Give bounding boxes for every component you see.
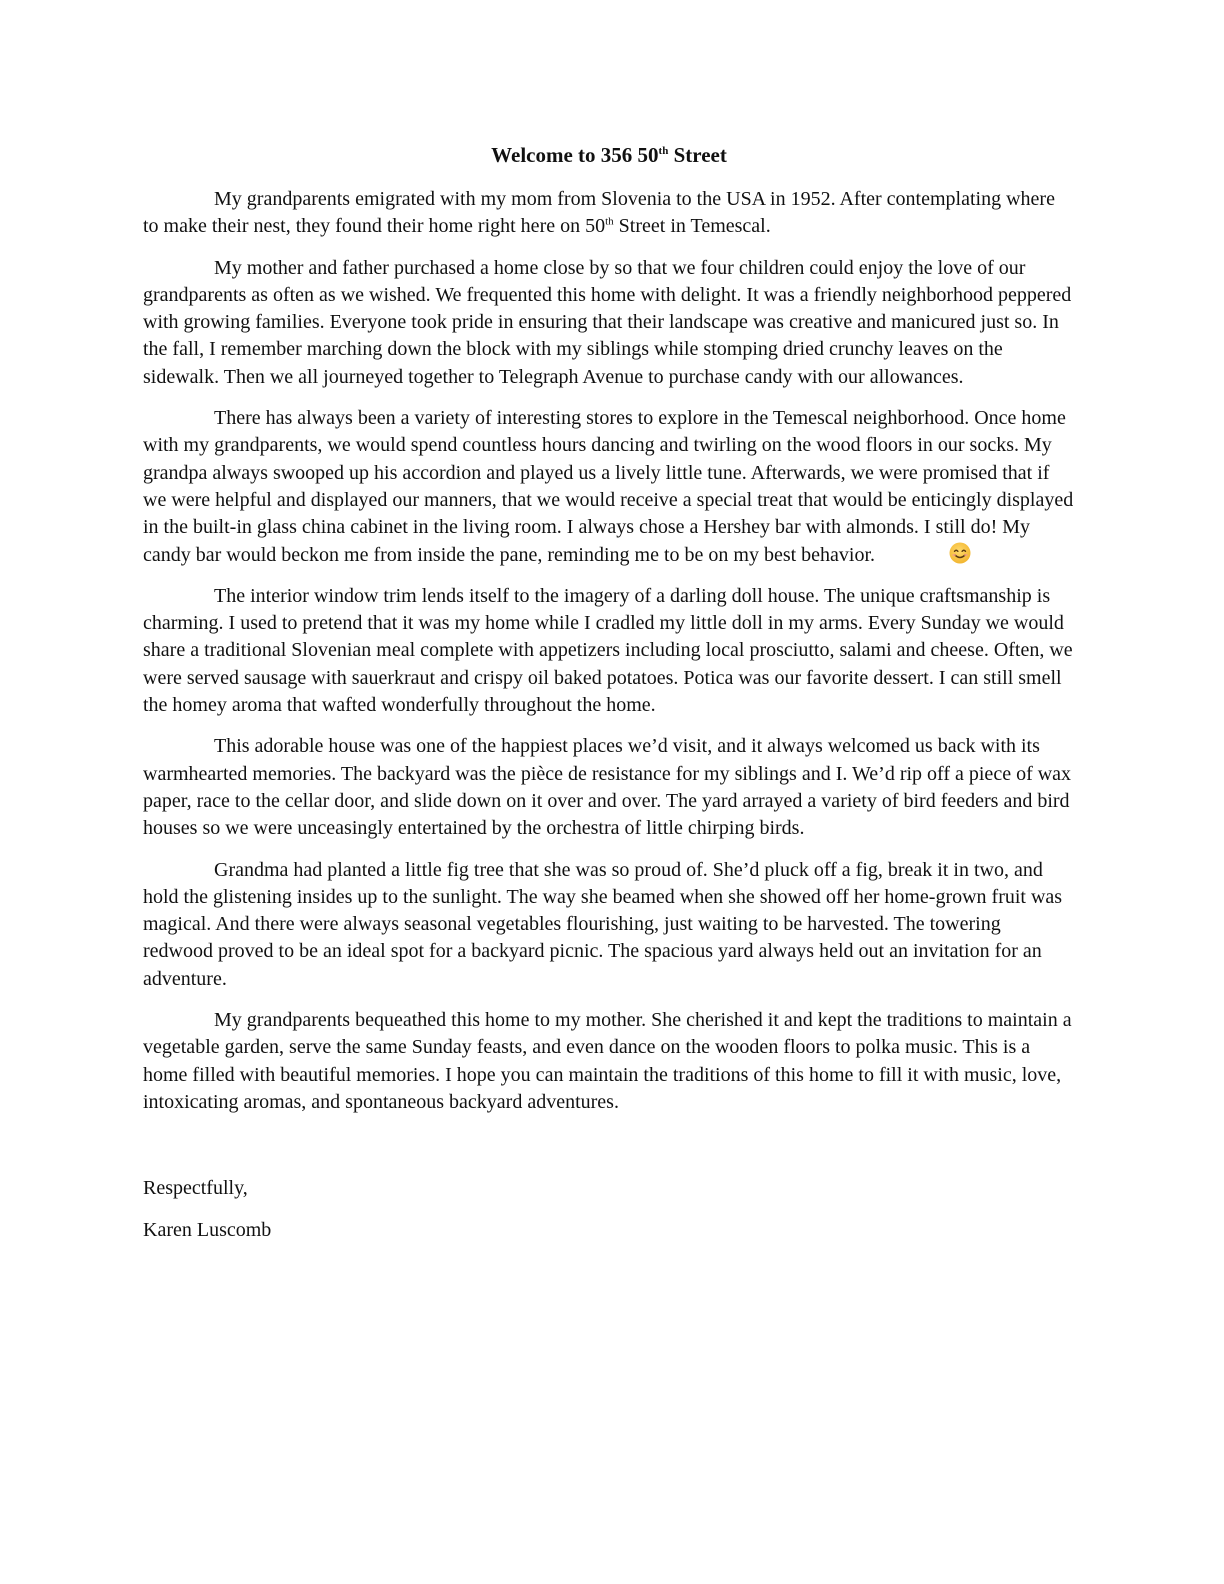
- paragraph-3-text: There has always been a variety of interesting stores to explore in the Temescal neighborhood. Once home with my grandparents, we would spend countless hours dancing and twirling on the wood floors in our socks. My grandpa always swooped up his accordion and played us a lively little tune. Afterwards, we were promised that if we were helpful and displayed our manners, that we would receive a special treat that would be enticingly displayed in the built-in glass china cabinet in the living room. I always chose a Hershey bar with almonds. I still do! My candy bar would beckon me from inside the pane, reminding me to be on my best behavior.: [143, 407, 1074, 566]
- paragraph-7: My grandparents bequeathed this home to my mother. She cherished it and kept the traditions to maintain a vegetable garden, serve the same Sunday feasts, and even dance on the wooden floors to polka music. This is a home filled with beautiful memories. I hope you can maintain the traditions of this home to fill it with music, love, intoxicating aromas, and spontaneous backyard adventures.: [143, 1009, 1072, 1113]
- paragraph-3: [143, 405, 1075, 569]
- title-prefix: Welcome to 356 50: [491, 143, 659, 167]
- letter-page: [143, 140, 1075, 1244]
- paragraph-1-before: My grandparents emigrated with my mom from Slovenia to the USA in 1952. After contemplating where to make their nest, they found their home right here on 50: [143, 188, 1055, 238]
- signature-name: Karen Luscomb: [143, 1219, 272, 1242]
- title-ordinal-suffix: th: [658, 145, 669, 157]
- paragraph-4: The interior window trim lends itself to the imagery of a darling doll house. The unique craftsmanship is charming. I used to pretend that it was my home while I cradled my little doll in my arms. Every Sunday we would share a traditional Slovenian meal complete with appetizers including local prosciutto, salami and cheese. Often, we were served sausage with sauerkraut and crispy oil baked potatoes. Potica was our favorite dessert. I can still smell the homey aroma that wafted wonderfully throughout the home.: [143, 584, 1073, 717]
- title-suffix: Street: [668, 143, 727, 167]
- smiling-face-icon: [878, 542, 900, 564]
- paragraph-6: Grandma had planted a little fig tree that she was so proud of. She’d pluck off a fig, break it in two, and hold the glistening insides up to the sunlight. The way she beamed when she showed off her home-grown fruit was magical. And there were always seasonal vegetables flourishing, just waiting to be harvested. The towering redwood proved to be an ideal spot for a backyard picnic. The spacious yard always held out an invitation for an adventure.: [143, 858, 1063, 990]
- paragraph-1: [143, 186, 1075, 241]
- closing-salutation: Respectfully,: [143, 1177, 248, 1200]
- paragraph-2: My mother and father purchased a home close by so that we four children could enjoy the love of our grandparents as often as we wished. We frequented this home with delight. It was a friendly neighborhood peppered with growing families. Everyone took pride in ensuring that their landscape was creative and manicured just so. In the fall, I remember marching down the block with my siblings while stomping dried crunchy leaves on the sidewalk. Then we all journeyed together to Telegraph Avenue to purchase candy with our allowances.: [143, 256, 1072, 388]
- paragraph-1-after: Street in Temescal.: [613, 215, 771, 238]
- letter-title: [143, 140, 1075, 170]
- paragraph-1-ordinal-suffix: th: [605, 215, 614, 228]
- paragraph-5: This adorable house was one of the happiest places we’d visit, and it always welcomed us back with its warmhearted memories. The backyard was the pièce de resistance for my siblings and I. We’d rip off a piece of wax paper, race to the cellar door, and slide down on it over and over. The yard arrayed a variety of bird feeders and bird houses so we were unceasingly entertained by the orchestra of little chirping birds.: [143, 735, 1072, 840]
- closing-block: [143, 1174, 1075, 1244]
